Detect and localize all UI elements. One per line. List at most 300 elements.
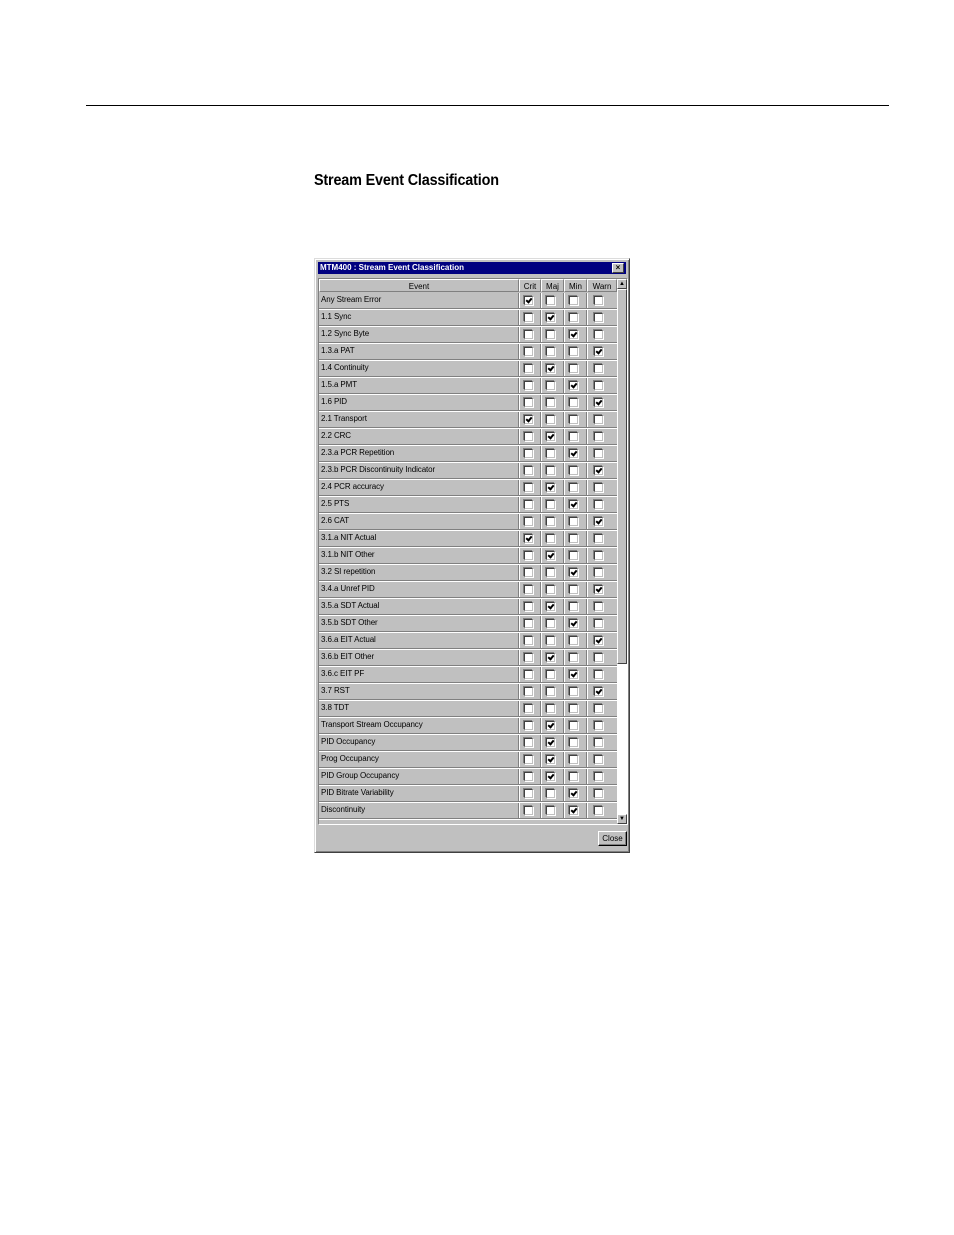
checkbox-warn[interactable]	[594, 806, 603, 815]
checkbox-warn[interactable]	[594, 449, 603, 458]
column-divider-highlight	[519, 803, 520, 819]
column-divider-highlight	[564, 684, 565, 700]
checkbox-crit[interactable]	[524, 670, 533, 679]
column-divider-highlight	[541, 361, 542, 377]
column-divider-highlight	[564, 769, 565, 785]
checkbox-maj[interactable]	[546, 704, 555, 713]
event-name: 1.1 Sync	[321, 312, 352, 321]
column-divider-highlight	[519, 514, 520, 530]
checkbox-maj[interactable]	[546, 551, 555, 560]
column-divider-highlight	[564, 548, 565, 564]
checkbox-crit[interactable]	[524, 585, 533, 594]
checkbox-crit[interactable]	[524, 772, 533, 781]
table-row	[319, 446, 617, 463]
column-divider-highlight	[564, 752, 565, 768]
table-row	[319, 293, 617, 310]
checkbox-maj[interactable]	[546, 483, 555, 492]
checkbox-warn[interactable]	[594, 330, 603, 339]
column-divider-highlight	[519, 650, 520, 666]
column-divider-highlight	[564, 480, 565, 496]
column-divider-highlight	[564, 531, 565, 547]
checkbox-min[interactable]	[569, 602, 578, 611]
dialog-title: MTM400 : Stream Event Classification	[320, 263, 465, 272]
checkbox-crit[interactable]	[524, 398, 533, 407]
scrollbar-thumb[interactable]	[617, 289, 627, 664]
checkbox-min[interactable]	[569, 415, 578, 424]
column-divider-highlight	[541, 786, 542, 802]
checkbox-maj[interactable]	[546, 432, 555, 441]
scroll-down-arrow-icon[interactable]: ▼	[617, 814, 627, 824]
column-divider-highlight	[541, 582, 542, 598]
checkbox-min[interactable]	[569, 330, 578, 339]
checkbox-crit[interactable]	[524, 296, 533, 305]
column-divider-highlight	[541, 735, 542, 751]
column-divider-highlight	[587, 599, 588, 615]
checkbox-warn[interactable]	[594, 551, 603, 560]
column-divider-highlight	[587, 514, 588, 530]
column-divider-highlight	[587, 293, 588, 309]
checkbox-min[interactable]	[569, 704, 578, 713]
column-divider-highlight	[519, 293, 520, 309]
column-header-min[interactable]: Min	[564, 279, 587, 292]
checkbox-crit[interactable]	[524, 483, 533, 492]
column-divider-highlight	[541, 531, 542, 547]
column-divider-highlight	[541, 344, 542, 360]
checkbox-maj[interactable]	[546, 619, 555, 628]
table-row	[319, 701, 617, 718]
column-divider-highlight	[587, 310, 588, 326]
checkbox-min[interactable]	[569, 517, 578, 526]
column-divider-highlight	[541, 667, 542, 683]
event-name: Discontinuity	[321, 805, 366, 814]
column-divider-highlight	[587, 327, 588, 343]
checkbox-maj[interactable]	[546, 517, 555, 526]
table-row	[319, 565, 617, 582]
checkbox-min[interactable]	[569, 364, 578, 373]
checkbox-warn[interactable]	[594, 534, 603, 543]
checkbox-min[interactable]	[569, 466, 578, 475]
column-divider-highlight	[564, 735, 565, 751]
checkbox-min[interactable]	[569, 772, 578, 781]
checkbox-warn[interactable]	[594, 398, 603, 407]
column-divider-highlight	[541, 327, 542, 343]
checkbox-maj[interactable]	[546, 789, 555, 798]
event-name: 1.4 Continuity	[321, 363, 369, 372]
checkbox-maj[interactable]	[546, 330, 555, 339]
event-name: 1.2 Sync Byte	[321, 329, 370, 338]
checkbox-maj[interactable]	[546, 381, 555, 390]
column-divider-highlight	[541, 429, 542, 445]
column-divider-highlight	[519, 548, 520, 564]
column-divider-highlight	[519, 769, 520, 785]
column-divider-highlight	[541, 548, 542, 564]
column-divider-highlight	[519, 310, 520, 326]
column-divider-highlight	[587, 395, 588, 411]
checkbox-min[interactable]	[569, 296, 578, 305]
column-divider-highlight	[564, 803, 565, 819]
column-divider-highlight	[541, 463, 542, 479]
checkbox-warn[interactable]	[594, 602, 603, 611]
checkbox-crit[interactable]	[524, 500, 533, 509]
checkbox-crit[interactable]	[524, 653, 533, 662]
checkbox-crit[interactable]	[524, 687, 533, 696]
checkbox-min[interactable]	[569, 636, 578, 645]
event-name: Prog Occupancy	[321, 754, 379, 763]
column-divider-highlight	[564, 327, 565, 343]
column-divider-highlight	[564, 650, 565, 666]
column-divider-highlight	[564, 514, 565, 530]
checkbox-maj[interactable]	[546, 721, 555, 730]
column-divider-highlight	[519, 616, 520, 632]
column-divider-highlight	[564, 786, 565, 802]
checkbox-maj[interactable]	[546, 772, 555, 781]
checkbox-min[interactable]	[569, 789, 578, 798]
checkbox-maj[interactable]	[546, 653, 555, 662]
checkbox-maj[interactable]	[546, 398, 555, 407]
checkbox-maj[interactable]	[546, 347, 555, 356]
checkbox-warn[interactable]	[594, 381, 603, 390]
checkbox-maj[interactable]	[546, 755, 555, 764]
checkbox-min[interactable]	[569, 738, 578, 747]
event-name: 2.4 PCR accuracy	[321, 482, 384, 491]
column-divider-highlight	[519, 565, 520, 581]
column-divider-highlight	[587, 429, 588, 445]
column-divider-highlight	[564, 463, 565, 479]
scroll-up-arrow-icon[interactable]: ▲	[617, 279, 627, 289]
table-row	[319, 548, 617, 565]
event-name: PID Occupancy	[321, 737, 376, 746]
checkbox-min[interactable]	[569, 670, 578, 679]
checkbox-min[interactable]	[569, 347, 578, 356]
checkbox-maj[interactable]	[546, 636, 555, 645]
column-divider-highlight	[519, 735, 520, 751]
column-divider-highlight	[541, 395, 542, 411]
column-divider-highlight	[519, 395, 520, 411]
checkbox-min[interactable]	[569, 381, 578, 390]
checkbox-maj[interactable]	[546, 364, 555, 373]
column-divider-highlight	[541, 497, 542, 513]
checkbox-crit[interactable]	[524, 330, 533, 339]
checkbox-warn[interactable]	[594, 432, 603, 441]
table-row	[319, 752, 617, 769]
column-header-warn[interactable]: Warn	[587, 279, 617, 292]
table-row	[319, 310, 617, 327]
checkbox-min[interactable]	[569, 551, 578, 560]
event-name: Any Stream Error	[321, 295, 382, 304]
column-divider-highlight	[519, 327, 520, 343]
checkbox-min[interactable]	[569, 449, 578, 458]
checkbox-maj[interactable]	[546, 602, 555, 611]
checkbox-warn[interactable]	[594, 415, 603, 424]
column-divider-highlight	[519, 463, 520, 479]
event-name: 1.5.a PMT	[321, 380, 358, 389]
table-row	[319, 361, 617, 378]
table-row	[319, 786, 617, 803]
table-row	[319, 531, 617, 548]
column-divider-highlight	[587, 344, 588, 360]
column-divider-highlight	[587, 378, 588, 394]
table-row	[319, 684, 617, 701]
column-divider-highlight	[519, 633, 520, 649]
checkbox-warn[interactable]	[594, 789, 603, 798]
checkbox-min[interactable]	[569, 534, 578, 543]
column-divider-highlight	[519, 667, 520, 683]
event-name: 3.5.a SDT Actual	[321, 601, 380, 610]
event-name: 3.1.b NIT Other	[321, 550, 375, 559]
column-divider-highlight	[541, 565, 542, 581]
table-row	[319, 327, 617, 344]
checkbox-maj[interactable]	[546, 500, 555, 509]
checkbox-crit[interactable]	[524, 313, 533, 322]
column-divider-highlight	[587, 463, 588, 479]
event-name: 2.2 CRC	[321, 431, 351, 440]
checkbox-crit[interactable]	[524, 789, 533, 798]
table-row	[319, 395, 617, 412]
column-divider-highlight	[564, 599, 565, 615]
table-row	[319, 514, 617, 531]
checkbox-min[interactable]	[569, 398, 578, 407]
checkbox-warn[interactable]	[594, 636, 603, 645]
checkbox-crit[interactable]	[524, 466, 533, 475]
checkbox-warn[interactable]	[594, 738, 603, 747]
checkbox-crit[interactable]	[524, 551, 533, 560]
column-divider-highlight	[564, 344, 565, 360]
column-divider-highlight	[587, 412, 588, 428]
checkbox-warn[interactable]	[594, 721, 603, 730]
column-divider-highlight	[519, 344, 520, 360]
column-divider-highlight	[519, 412, 520, 428]
column-divider-highlight	[564, 446, 565, 462]
column-divider-highlight	[564, 616, 565, 632]
column-divider-highlight	[541, 599, 542, 615]
column-divider-highlight	[541, 293, 542, 309]
column-divider-highlight	[564, 412, 565, 428]
column-divider-highlight	[564, 395, 565, 411]
checkbox-warn[interactable]	[594, 313, 603, 322]
checkbox-crit[interactable]	[524, 721, 533, 730]
section-heading: Stream Event Classification	[314, 172, 499, 189]
column-divider-highlight	[541, 701, 542, 717]
column-divider-highlight	[541, 446, 542, 462]
column-divider-highlight	[587, 446, 588, 462]
checkbox-maj[interactable]	[546, 738, 555, 747]
event-name: 3.2 SI repetition	[321, 567, 376, 576]
event-name: 3.8 TDT	[321, 703, 350, 712]
checkbox-warn[interactable]	[594, 364, 603, 373]
event-name: 3.1.a NIT Actual	[321, 533, 377, 542]
checkbox-min[interactable]	[569, 619, 578, 628]
column-header-crit[interactable]: Crit	[519, 279, 541, 292]
table-row	[319, 480, 617, 497]
checkbox-min[interactable]	[569, 653, 578, 662]
checkbox-crit[interactable]	[524, 602, 533, 611]
column-divider-highlight	[519, 480, 520, 496]
table-row	[319, 599, 617, 616]
checkbox-min[interactable]	[569, 585, 578, 594]
column-divider-highlight	[587, 701, 588, 717]
column-divider-highlight	[564, 429, 565, 445]
checkbox-crit[interactable]	[524, 619, 533, 628]
table-row	[319, 497, 617, 514]
column-divider-highlight	[564, 565, 565, 581]
column-divider-highlight	[519, 361, 520, 377]
checkbox-crit[interactable]	[524, 415, 533, 424]
checkbox-warn[interactable]	[594, 619, 603, 628]
column-divider-highlight	[541, 650, 542, 666]
checkbox-warn[interactable]	[594, 772, 603, 781]
column-divider-highlight	[541, 633, 542, 649]
event-name: 2.3.a PCR Repetition	[321, 448, 395, 457]
checkbox-maj[interactable]	[546, 534, 555, 543]
checkbox-min[interactable]	[569, 483, 578, 492]
close-button[interactable]: Close	[598, 831, 627, 846]
event-name: PID Group Occupancy	[321, 771, 400, 780]
dialog-titlebar	[318, 262, 626, 274]
checkbox-warn[interactable]	[594, 687, 603, 696]
column-divider-highlight	[519, 684, 520, 700]
column-divider-highlight	[564, 361, 565, 377]
event-name: 2.1 Transport	[321, 414, 367, 423]
column-divider-highlight	[587, 684, 588, 700]
event-name: 3.6.a EIT Actual	[321, 635, 376, 644]
event-name: PID Bitrate Variability	[321, 788, 394, 797]
table-row	[319, 429, 617, 446]
column-divider-highlight	[564, 310, 565, 326]
checkbox-warn[interactable]	[594, 670, 603, 679]
checkbox-crit[interactable]	[524, 364, 533, 373]
checkbox-crit[interactable]	[524, 568, 533, 577]
grid-vertical-scrollbar[interactable]	[617, 279, 627, 824]
table-row	[319, 633, 617, 650]
column-divider-highlight	[519, 786, 520, 802]
checkbox-crit[interactable]	[524, 449, 533, 458]
checkbox-maj[interactable]	[546, 296, 555, 305]
column-header-event[interactable]: Event	[319, 279, 519, 292]
checkbox-warn[interactable]	[594, 466, 603, 475]
column-divider-highlight	[564, 378, 565, 394]
checkbox-maj[interactable]	[546, 806, 555, 815]
window-close-icon[interactable]: ×	[612, 263, 624, 273]
checkbox-crit[interactable]	[524, 347, 533, 356]
column-divider-highlight	[587, 633, 588, 649]
checkbox-crit[interactable]	[524, 432, 533, 441]
checkbox-warn[interactable]	[594, 704, 603, 713]
checkbox-warn[interactable]	[594, 296, 603, 305]
checkbox-crit[interactable]	[524, 636, 533, 645]
checkbox-maj[interactable]	[546, 313, 555, 322]
column-divider-highlight	[519, 429, 520, 445]
checkbox-maj[interactable]	[546, 687, 555, 696]
column-divider-highlight	[587, 531, 588, 547]
checkbox-min[interactable]	[569, 313, 578, 322]
event-name: 2.6 CAT	[321, 516, 350, 525]
page-top-rule	[86, 105, 889, 106]
column-divider-highlight	[541, 378, 542, 394]
event-name: 3.5.b SDT Other	[321, 618, 378, 627]
column-divider-highlight	[541, 480, 542, 496]
column-divider-highlight	[541, 616, 542, 632]
event-name: 3.7 RST	[321, 686, 350, 695]
table-row	[319, 412, 617, 429]
event-name: 2.3.b PCR Discontinuity Indicator	[321, 465, 436, 474]
table-row	[319, 803, 617, 820]
column-divider-highlight	[541, 412, 542, 428]
column-divider-highlight	[519, 599, 520, 615]
checkbox-crit[interactable]	[524, 704, 533, 713]
event-name: 3.6.b EIT Other	[321, 652, 375, 661]
column-divider-highlight	[564, 293, 565, 309]
checkbox-min[interactable]	[569, 568, 578, 577]
event-name: 3.4.a Unref PID	[321, 584, 375, 593]
checkbox-maj[interactable]	[546, 415, 555, 424]
column-divider-highlight	[587, 786, 588, 802]
column-divider-highlight	[587, 650, 588, 666]
checkbox-min[interactable]	[569, 755, 578, 764]
checkbox-warn[interactable]	[594, 347, 603, 356]
checkbox-crit[interactable]	[524, 517, 533, 526]
column-divider-highlight	[564, 718, 565, 734]
checkbox-warn[interactable]	[594, 568, 603, 577]
column-divider-highlight	[564, 701, 565, 717]
table-row	[319, 735, 617, 752]
column-divider-highlight	[541, 514, 542, 530]
checkbox-maj[interactable]	[546, 466, 555, 475]
stream-event-classification-dialog	[314, 258, 630, 853]
column-header-maj[interactable]: Maj	[541, 279, 564, 292]
checkbox-maj[interactable]	[546, 670, 555, 679]
checkbox-min[interactable]	[569, 687, 578, 696]
table-row	[319, 616, 617, 633]
checkbox-crit[interactable]	[524, 755, 533, 764]
column-divider-highlight	[541, 718, 542, 734]
checkbox-warn[interactable]	[594, 500, 603, 509]
checkbox-warn[interactable]	[594, 755, 603, 764]
checkbox-maj[interactable]	[546, 585, 555, 594]
column-divider-highlight	[564, 633, 565, 649]
checkbox-maj[interactable]	[546, 449, 555, 458]
checkbox-warn[interactable]	[594, 585, 603, 594]
checkbox-crit[interactable]	[524, 534, 533, 543]
column-divider-highlight	[519, 701, 520, 717]
column-divider-highlight	[564, 582, 565, 598]
grid-header-row	[319, 279, 617, 293]
checkbox-warn[interactable]	[594, 517, 603, 526]
checkbox-maj[interactable]	[546, 568, 555, 577]
checkbox-crit[interactable]	[524, 738, 533, 747]
checkbox-min[interactable]	[569, 721, 578, 730]
column-divider-highlight	[519, 446, 520, 462]
checkbox-min[interactable]	[569, 500, 578, 509]
checkbox-crit[interactable]	[524, 381, 533, 390]
checkbox-warn[interactable]	[594, 483, 603, 492]
table-row	[319, 667, 617, 684]
column-divider-highlight	[587, 582, 588, 598]
event-name: Transport Stream Occupancy	[321, 720, 423, 729]
table-row	[319, 718, 617, 735]
column-divider-highlight	[587, 497, 588, 513]
checkbox-min[interactable]	[569, 806, 578, 815]
column-divider-highlight	[587, 752, 588, 768]
column-divider-highlight	[519, 718, 520, 734]
checkbox-warn[interactable]	[594, 653, 603, 662]
checkbox-crit[interactable]	[524, 806, 533, 815]
column-divider-highlight	[519, 752, 520, 768]
column-divider-highlight	[587, 718, 588, 734]
column-divider-highlight	[587, 548, 588, 564]
column-divider-highlight	[587, 667, 588, 683]
column-divider-highlight	[564, 667, 565, 683]
checkbox-min[interactable]	[569, 432, 578, 441]
